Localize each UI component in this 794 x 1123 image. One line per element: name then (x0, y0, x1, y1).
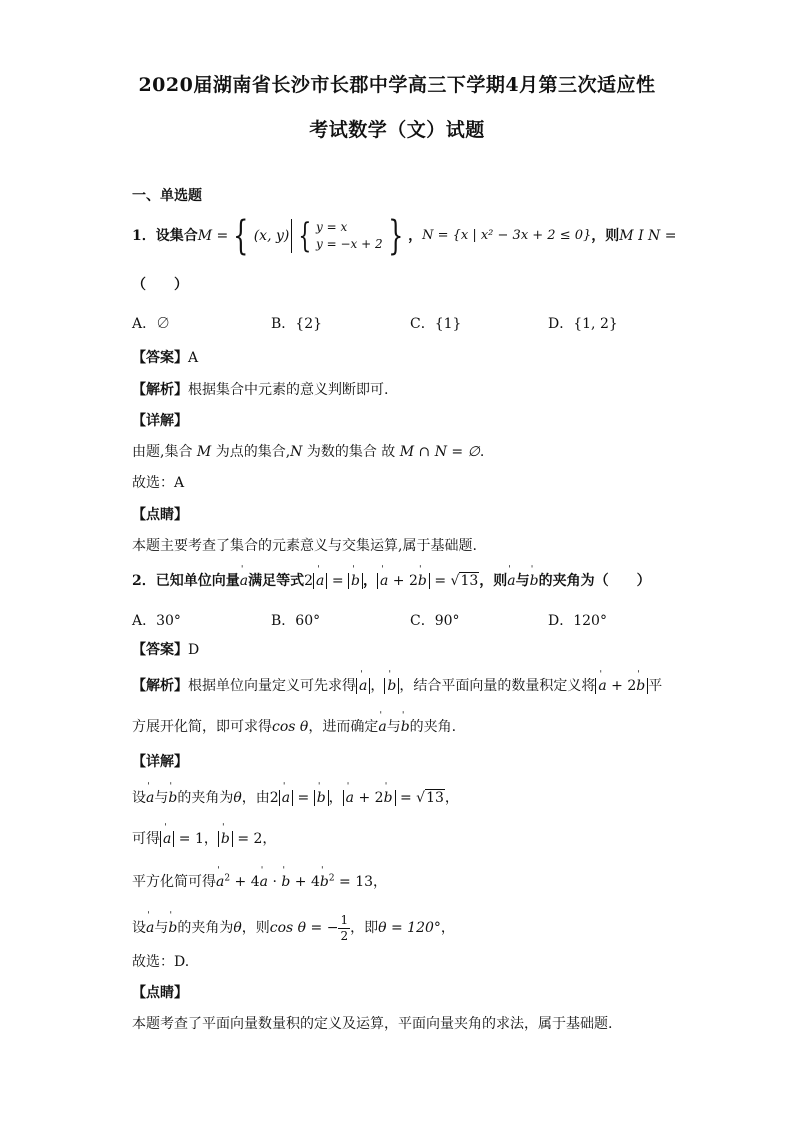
q1-paren: （ ） (132, 277, 188, 293)
q2-and: 与 (515, 573, 530, 589)
q1-analysis-tag: 【解析】 (132, 382, 188, 398)
q2-d3-a2: ˈ a (216, 874, 224, 890)
q2-d3-b-dot: ˈ b (281, 874, 290, 890)
q2-d4-half-num: 1 (340, 912, 349, 927)
q2-d2-comma: ， (203, 831, 218, 847)
q2-comma: ， (363, 573, 377, 589)
q2-an-sum-b: ˈ b (636, 678, 645, 694)
q2-vec-b2: ˈ b (530, 573, 539, 589)
q2-analysis-a: 根据单位向量定义可先求得 (188, 678, 356, 694)
q2-an-b: ˈ b (401, 719, 410, 735)
q2-d2-one: = 1 (174, 831, 204, 847)
q2-d4-half (338, 913, 350, 944)
q2-an-and: 与 (386, 719, 401, 735)
q1-number: 1．设集合 (132, 227, 198, 244)
q2-d4-e: θ = 120° (378, 919, 441, 936)
q2-d1-comma: ， (328, 790, 343, 806)
q1-option-c: C．{1} (410, 316, 462, 332)
page-title-line-1: 2020届湖南省长沙市长郡中学高三下学期4月第三次适应性 (138, 74, 656, 96)
q2-cond-label: 满足等式 (248, 573, 305, 589)
q2-analysis-line-1: 【解析】根据单位向量定义可先求得ˈ a ，ˈ b ，结合平面向量的数量积定义将ˈ a + 2ˈ b 平 (132, 677, 662, 695)
q2-analysis-line-2 (132, 718, 456, 736)
q1-detail-text-b: 为点的集合, (211, 444, 291, 460)
q1-detail-text-a: 由题,集合 (132, 444, 197, 460)
q2-d1-c: ，由 (241, 790, 270, 806)
q2-analysis-b: ，结合平面向量的数量积定义将 (399, 678, 596, 694)
q1-analysis-text: 根据集合中元素的意义判断即可. (188, 382, 389, 398)
q1-eq1: y = x (316, 220, 348, 234)
q2-d4-a: 设 (132, 919, 146, 936)
q1-comment: 本题主要考查了集合的元素意义与交集运算,属于基础题. (132, 538, 477, 554)
q2-detail-line-4 (132, 911, 455, 945)
section-heading: 一、单选题 (132, 188, 202, 204)
q2-d3-a: 平方化简可得 (132, 874, 216, 890)
q2-d1-eq: = (293, 790, 314, 806)
q2-vec-a: ˈ a (240, 573, 248, 589)
q2-d2-abs-a: ˈ a (163, 831, 171, 847)
q2-d1-sum-b: ˈ b (384, 790, 393, 806)
q2-angle-question: 的夹角为（ ） (538, 573, 651, 589)
q2-d4-vec-b: ˈ b (168, 919, 177, 937)
q2-option-b: B．60° (271, 613, 321, 629)
q1-right-brace: } (387, 213, 403, 259)
q2-analysis-e: ，进而确定 (308, 719, 379, 735)
q2-an-abs-a: ˈ a (359, 678, 367, 694)
q2-d1-vec-b: ˈ b (168, 790, 177, 806)
q2-sqrt-13: 13 (460, 573, 479, 589)
q1-divider (291, 219, 292, 253)
q2-answer-tag: 【答案】 (132, 642, 188, 658)
q2-analysis-tag: 【解析】 (132, 678, 188, 694)
q2-then: ，则 (479, 573, 508, 589)
page-title-line-2: 考试数学（文）试题 (309, 119, 485, 141)
q2-option-a: A．30° (132, 613, 181, 629)
q2-d1-two: 2 (269, 790, 279, 806)
q2-plus2: + 2 (388, 573, 418, 589)
q1-analysis (132, 381, 388, 399)
q2-two: 2 (304, 573, 314, 589)
q1-detail-eq: M ∩ N = ∅ (399, 444, 480, 460)
q1-set-m: M = (197, 227, 229, 244)
q2-d4-b: 的夹角为 (177, 919, 234, 936)
q2-analysis-d: 方展开化简，即可求得 (132, 719, 272, 735)
q2-comment: 本题考查了平面向量数量积的定义及运算，平面向量夹角的求法，属于基础题. (132, 1016, 613, 1032)
q2-d3-b2: ˈ b (320, 874, 329, 890)
q2-d1-and: 与 (154, 790, 169, 806)
q2-d1-vec-a: ˈ a (146, 790, 154, 806)
q2-answer (132, 641, 199, 659)
q1-comment-tag: 【点睛】 (132, 507, 188, 523)
q1-system (316, 219, 383, 253)
question-2-stem (132, 572, 651, 590)
q2-d2-a: 可得 (132, 831, 160, 847)
q2-detail-line-3: 平方化简可得ˈ $a^2$ + 4ˈ a · ˈ b + 4ˈ $b^2 = 13$， (132, 873, 387, 891)
q1-answer (132, 349, 198, 367)
q1-detail-m: M (196, 444, 212, 460)
q2-d3-eq: = 13 (334, 874, 374, 890)
q2-detail-line-2 (132, 830, 276, 848)
q2-d1-b: 的夹角为 (177, 790, 234, 806)
q2-an-sum-a: ˈ a (598, 678, 606, 694)
q1-inner-brace: { (298, 216, 312, 256)
q1-option-a: A．∅ (132, 316, 171, 332)
q2-option-d: D．120° (548, 613, 607, 629)
q2-d2-end-comma: ， (262, 831, 277, 847)
q2-number: 2．已知单位向量 (132, 573, 240, 589)
q2-eq: = (327, 573, 349, 589)
q1-answer-tag: 【答案】 (132, 350, 188, 366)
q2-d3-comma: ， (373, 874, 388, 890)
q2-an-abs-b: ˈ b (387, 678, 396, 694)
q2-d4-and: 与 (154, 919, 169, 936)
q1-detail-text-c: 为数的集合 故 (302, 444, 400, 460)
q2-d4-theta: θ (233, 919, 242, 936)
q2-answer-value: D (188, 642, 200, 658)
q2-abs-a: ˈ a (316, 573, 324, 589)
q2-d1-a: 设 (132, 790, 146, 806)
q1-answer-value: A (188, 350, 199, 366)
q1-eq2: y = −x + 2 (316, 237, 383, 251)
q2-d1-sum-a: ˈ a (346, 790, 354, 806)
q2-d1-theta: θ (233, 790, 242, 806)
q2-detail-tag: 【详解】 (132, 754, 188, 770)
q2-d4-cos-eq: cos θ = − (269, 919, 339, 936)
q2-d1-eq-sqrt: = √ (395, 790, 426, 806)
q2-d1-abs-a: ˈ a (282, 790, 290, 806)
q2-d4-half-den: 2 (340, 928, 349, 943)
q2-d4-d: ，即 (350, 919, 379, 936)
q2-d2-two: = 2 (232, 831, 263, 847)
q2-choose: 故选：D. (132, 954, 190, 970)
q1-detail-text-d: . (479, 444, 485, 460)
question-1-stem (132, 210, 676, 262)
q2-eq-sqrt: = √ (429, 573, 460, 589)
q1-detail (132, 443, 484, 461)
q2-d1-sqrt-13: 13 (426, 790, 444, 806)
q2-sum-b: ˈ b (418, 573, 427, 589)
q1-detail-tag: 【详解】 (132, 413, 188, 429)
q2-d4-vec-a: ˈ a (146, 919, 154, 937)
q1-left-brace: { (233, 213, 249, 259)
q2-an-plus2: + 2 (606, 678, 637, 694)
q1-option-b: B．{2} (271, 316, 323, 332)
q2-d3-a-dot: ˈ a (260, 874, 268, 890)
q2-d1-abs-b: ˈ b (317, 790, 326, 806)
q2-analysis-cos: cos θ (272, 719, 309, 735)
q2-d1-end-comma: ， (444, 790, 459, 806)
q2-abs-b: ˈ b (351, 573, 360, 589)
q1-then: ，则 (591, 227, 620, 244)
q1-set-n: N = {x | x² − 3x + 2 ≤ 0} (422, 227, 592, 243)
q2-sum-a: ˈ a (380, 573, 388, 589)
q2-option-c: C．90° (410, 613, 460, 629)
q1-pair: (x, y) (253, 227, 290, 244)
q1-sep: ， (408, 227, 423, 244)
q2-d2-abs-b: ˈ b (221, 831, 230, 847)
q1-choose: 故选：A (132, 475, 185, 491)
q2-vec-a2: ˈ a (507, 573, 515, 589)
q2-d4-comma: ， (440, 919, 455, 936)
q1-expr: M I N = (619, 227, 677, 244)
q2-comment-tag: 【点睛】 (132, 985, 188, 1001)
q2-an-a: ˈ a (378, 719, 386, 735)
q2-detail-line-1 (132, 789, 459, 807)
q2-d1-plus2: + 2 (354, 790, 384, 806)
q1-detail-n: N (290, 444, 303, 460)
q2-analysis-c: 平 (648, 678, 663, 694)
q2-d4-c: ，则 (241, 919, 270, 936)
q1-option-d: D．{1, 2} (548, 316, 618, 332)
q2-analysis-f: 的夹角. (409, 719, 457, 735)
